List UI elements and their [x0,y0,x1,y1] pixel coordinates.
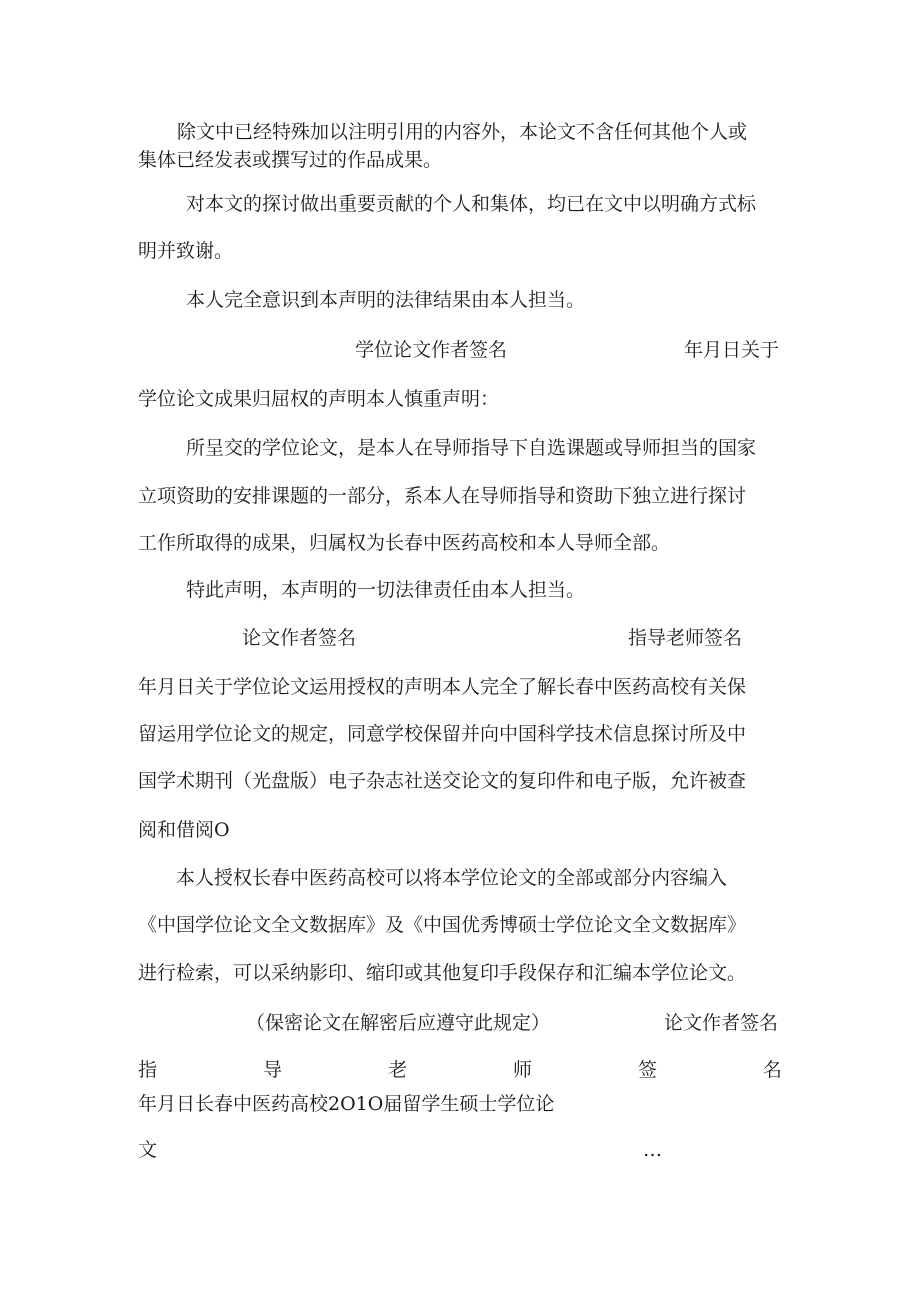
paragraph-acknowledgement-line-1: 对本文的探讨做出重要贡献的个人和集体，均已在文中以明确方式标 [186,193,757,215]
author-signature-label-2: 论文作者签名 [664,1012,779,1034]
paragraph-usage-authorization-line-2: 留运用学位论文的规定，同意学校保留并向中国科学技术信息探讨所及中 [138,723,747,745]
paragraph-database-authorization-line-2: 《中国学位论文全文数据库》及《中国优秀博硕士学位论文全文数据库》 [138,914,747,936]
copyright-declaration-heading: 学位论文成果归屈权的声明本人慎重声明： [138,388,500,410]
confidentiality-note: （保密论文在解密后应遵守此规定） [246,1012,551,1034]
date-heading-start: 年月日关于 [684,339,780,361]
footer-ellipsis: … [643,1139,662,1161]
paragraph-database-authorization-line-3: 进行检索，可以采纳影印、缩印或其他复印手段保存和汇编本学位论文。 [138,962,747,984]
paragraph-hereby-declare: 特此声明，本声明的一切法律责任由本人担当。 [186,579,586,601]
paragraph-ownership-line-1: 所呈交的学位论文，是本人在导师指导下自选课题或导师担当的国家 [186,437,757,459]
paragraph-legal-responsibility: 本人完全意识到本声明的法律结果由本人担当。 [186,289,586,311]
author-signature-label: 学位论文作者签名 [355,339,508,361]
paragraph-database-authorization-line-1: 本人授权长春中医药高校可以将本学位论文的全部或部分内容编入 [176,867,728,889]
footer-title-continuation: 文 [138,1139,158,1161]
spread-char: 指 [138,1059,158,1081]
paragraph-usage-authorization-line-1: 年月日关于学位论文运用授权的声明本人完全了解长春中医药高校有关保 [138,676,747,698]
paragraph-usage-authorization-line-3: 国学术期刊（光盘版）电子杂志社送交论文的复印件和电子版，允许被查 [138,770,747,792]
advisor-signature-label: 指导老师签名 [628,627,743,649]
spread-char: 签 [637,1059,657,1081]
spread-char: 老 [387,1059,407,1081]
thesis-author-signature-label: 论文作者签名 [242,627,357,649]
paragraph-acknowledgement-line-2: 明并致谢。 [138,240,234,262]
footer-title-line: 年月日长春中医药高校2O1O届留学生硕士学位论 [138,1093,555,1115]
paragraph-originality-line-2: 集体已经发表或撰写过的作品成果。 [138,149,443,171]
paragraph-ownership-line-2: 立项资助的安排课题的一部分，系本人在导师指导和资助下独立进行探讨 [138,485,747,507]
paragraph-usage-authorization-line-4: 阅和借阅O [138,819,230,841]
spread-char: 师 [512,1059,532,1081]
spread-char: 导 [262,1059,282,1081]
advisor-signature-spread [138,1056,782,1084]
paragraph-originality-line-1: 除文中已经特殊加以注明引用的内容外，本论文不含任何其他个人或 [177,121,748,143]
spread-char: 名 [762,1059,782,1081]
paragraph-ownership-line-3: 工作所取得的成果，归属权为长春中医药高校和本人导师全部。 [138,532,671,554]
